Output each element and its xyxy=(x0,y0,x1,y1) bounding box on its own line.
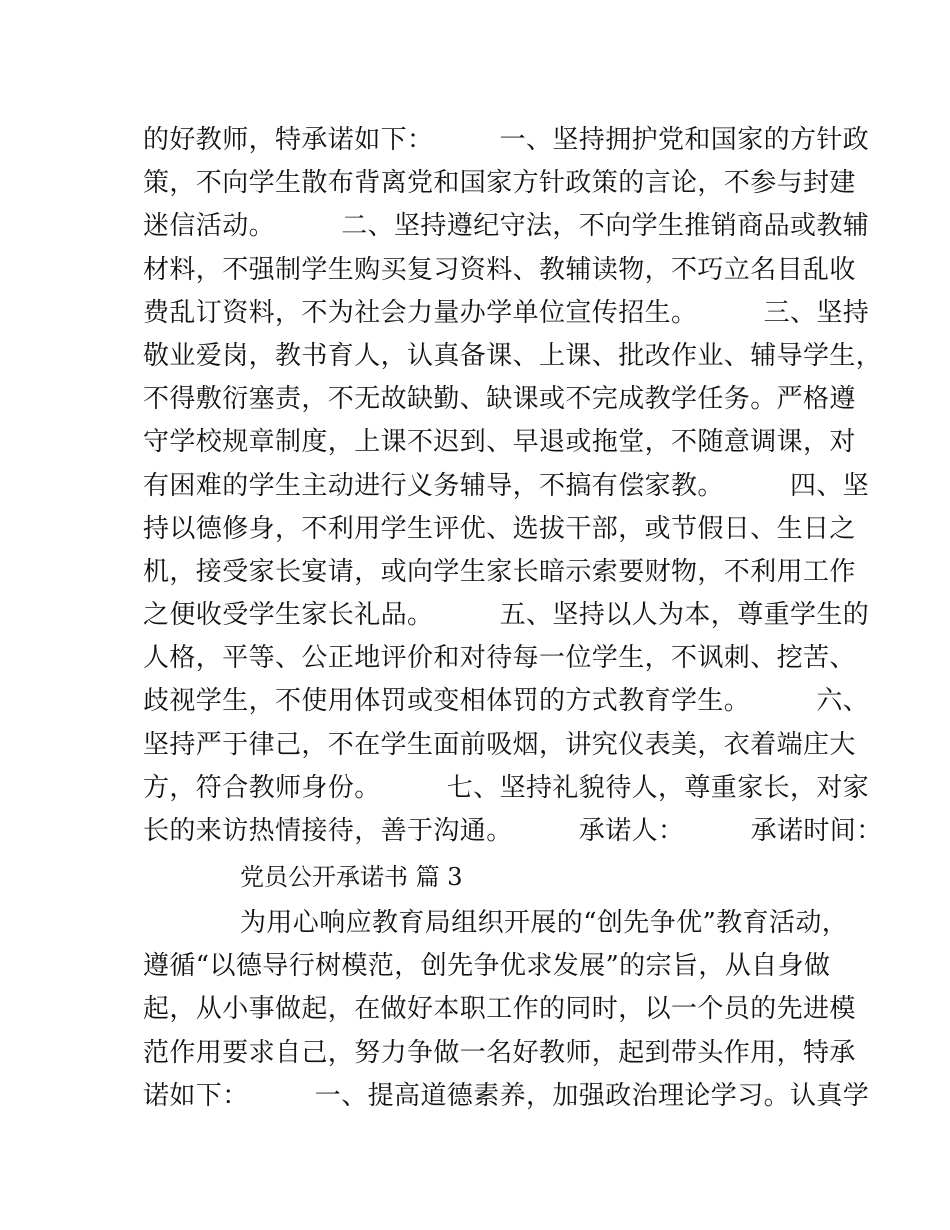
text-line: 起，从小事做起，在做好本职工作的同时，以一个员的先进模 xyxy=(143,994,856,1025)
text-line: 策，不向学生散布背离党和国家方针政策的言论，不参与封建 xyxy=(143,168,856,199)
text-line: 遵循“以德导行树模范，创先争优求发展”的宗旨，从自身做 xyxy=(143,951,831,982)
text-line: 材料，不强制学生购买复习资料、教辅读物，不巧立名目乱收 xyxy=(143,254,856,285)
text-line: 方，符合教师身份。 七、坚持礼貌待人，尊重家长，对家 xyxy=(143,772,870,803)
section-heading: 党员公开承诺书 篇 3 xyxy=(240,863,463,891)
text-line: 守学校规章制度，上课不迟到、早退或拖堂，不随意调课，对 xyxy=(143,427,856,458)
commitment-paragraph-1 xyxy=(143,119,883,853)
text-line: 歧视学生，不使用体罚或变相体罚的方式教育学生。 六、 xyxy=(143,686,870,717)
text-line: 的好教师，特承诺如下： 一、坚持拥护党和国家的方针政 xyxy=(143,125,870,155)
text-line: 坚持严于律己，不在学生面前吸烟，讲究仪表美，衣着端庄大 xyxy=(143,729,856,760)
text-line: 人格，平等、公正地评价和对待每一位学生，不讽刺、挖苦、 xyxy=(143,643,856,674)
text-line: 之便收受学生家长礼品。 五、坚持以人为本，尊重学生的 xyxy=(143,600,870,631)
text-line: 机，接受家长宴请，或向学生家长暗示索要财物，不利用工作 xyxy=(143,556,856,587)
text-line: 费乱订资料，不为社会力量办学单位宣传招生。 三、坚持 xyxy=(143,297,870,328)
text-line: 持以德修身，不利用学生评优、选拔干部，或节假日、生日之 xyxy=(143,513,856,544)
text-line: 敬业爱岗，教书育人，认真备课、上课、批改作业、辅导学生， xyxy=(143,340,883,371)
text-line: 有困难的学生主动进行义务辅导，不搞有偿家教。 四、坚 xyxy=(143,470,870,501)
text-line: 诺如下： 一、提高道德素养，加强政治理论学习。认真学 xyxy=(143,1080,870,1111)
text-line: 范作用要求自己，努力争做一名好教师，起到带头作用，特承 xyxy=(143,1037,856,1068)
text-line: 迷信活动。 二、坚持遵纪守法，不向学生推销商品或教辅 xyxy=(143,211,870,242)
text-line: 不得敷衍塞责，不无故缺勤、缺课或不完成教学任务。严格遵 xyxy=(143,384,856,415)
text-line: 为用心响应教育局组织开展的“创先争优”教育活动， xyxy=(240,908,849,938)
commitment-paragraph-2 xyxy=(143,902,870,1118)
text-line: 长的来访热情接待，善于沟通。 承诺人： 承诺时间： xyxy=(143,816,883,846)
